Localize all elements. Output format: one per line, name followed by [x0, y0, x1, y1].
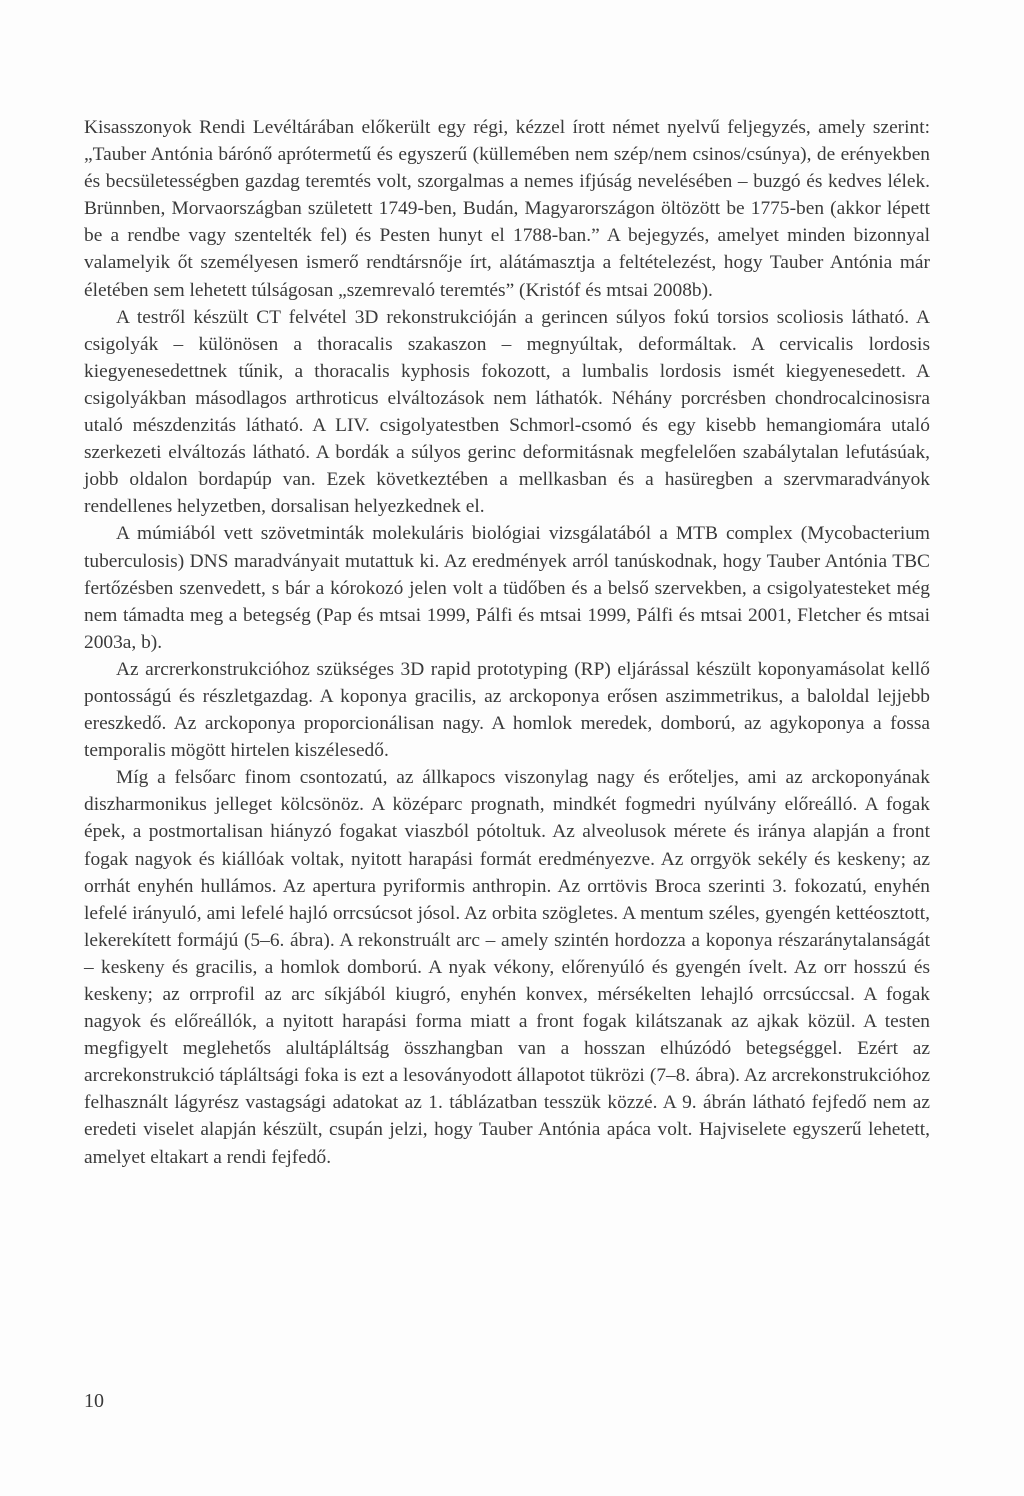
paragraph-3: A múmiából vett szövetminták molekuláris biológiai vizsgálatából a MTB complex (Mycobacterium tuberculosis) DNS maradványait mutattuk ki. Az eredmények arról tanúskodnak, hogy Tauber Antónia TBC fertőzésben szenvedett, s bár a kórokozó jelen volt a tüdőben és a belső szervekben, a csigolyatesteket még nem támadta meg a betegség (Pap és mtsai 1999, Pálfi és mtsai 1999, Pálfi és mtsai 2001, Fletcher és mtsai 2003a, b).: [84, 523, 930, 653]
paragraph-1: Kisasszonyok Rendi Levéltárában előkerült egy régi, kézzel írott német nyelvű feljegyzés, amely szerint: „Tauber Antónia bárónő aprótermetű és egyszerű (küllemében nem szép/nem csinos/csúnya), de erényekben és becsületességben gazdag teremtés volt, szorgalmas a nemes ifjúság nevelésében – buzgó és kedves lélek. Brünnben, Morvaországban született 1749-ben, Budán, Magyarországon öltözött be 1775-ben (akkor lépett be a rendbe vagy szentelték fel) és Pesten hunyt el 1788-ban.” A bejegyzés, amelyet minden bizonnyal valamelyik őt személyesen ismerő rendtársnője írt, alátámasztja a feltételezést, hogy Tauber Antónia már életében sem lehetett túlságosan „szemrevaló teremtés” (Kristóf és mtsai 2008b).: [84, 117, 930, 301]
paragraph-2: A testről készült CT felvétel 3D rekonstrukcióján a gerincen súlyos fokú torsios scoliosis látható. A csigolyák – különösen a thoracalis szakaszon – megnyúltak, deformáltak. A cervicalis lordosis kiegyenesedettnek tűnik, a thoracalis kyphosis fokozott, a lumbalis lordosis ismét kiegyenesedett. A csigolyákban másodlagos arthroticus elváltozások nem láthatók. Néhány porcrésben chondrocalcinosisra utaló mészdenzitás látható. A LIV. csigolyatestben Schmorl-csomó és egy kisebb hemangiomára utaló szerkezeti elváltozás látható. A bordák a súlyos gerinc deformitásnak megfelelően szabálytalan lefutásúak, jobb oldalon bordapúp van. Ezek következtében a mellkasban és a hasüregben a szervmaradványok rendellenes helyzetben, dorsalisan helyezkednek el.: [84, 306, 930, 518]
body-text: [84, 114, 930, 1171]
paragraph-4: Az arcrerkonstrukcióhoz szükséges 3D rapid prototyping (RP) eljárással készült koponyamásolat kellő pontosságú és részletgazdag. A koponya gracilis, az arckoponya erősen aszimmetrikus, a baloldal lejjebb ereszkedő. Az arckoponya proporcionálisan nagy. A homlok meredek, domború, az agykoponya a fossa temporalis mögött hirtelen kiszélesedő.: [84, 658, 930, 762]
paragraph-5: Míg a felsőarc finom csontozatú, az állkapocs viszonylag nagy és erőteljes, ami az arckoponyának diszharmonikus jelleget kölcsönöz. A középarc prognath, mindkét fogmedri nyúlvány előreálló. A fogak épek, a postmortalisan hiányzó fogakat viaszból pótoltuk. Az alveolusok mérete és iránya alapján a front fogak nagyok és kiállóak voltak, nyitott harapási formát eredményezve. Az orrgyök sekély és keskeny; az orrhát enyhén hullámos. Az apertura pyriformis anthropin. Az orrtövis Broca szerinti 3. fokozatú, enyhén lefelé irányuló, ami lefelé hajló orrcsúcsot jósol. Az orbita szögletes. A mentum széles, gyengén kettéosztott, lekerekített formájú (5–6. ábra). A rekonstruált arc – amely szintén hordozza a koponya részaránytalanságát – keskeny és gracilis, a homlok domború. A nyak vékony, előrenyúló és gyengén ívelt. Az orr hosszú és keskeny; az orrprofil az arc síkjából kiugró, enyhén konvex, mérsékelten lehajló orrcsúccsal. A fogak nagyok és előreállók, a nyitott harapási forma miatt a front fogak kilátszanak az ajkak közül. A testen megfigyelt meglehetős alultápláltság összhangban van a hosszan elhúzódó betegséggel. Ezért az arcrekonstrukció tápláltsági foka is ezt a lesoványodott állapotot tükrözi (7–8. ábra). Az arcrekonstrukcióhoz felhasznált lágyrész vastagsági adatokat az 1. táblázatban tesszük közzé. A 9. ábrán látható fejfedő nem az eredeti viselet alapján készült, csupán jelzi, hogy Tauber Antónia apáca volt. Hajviselete egyszerű lehetett, amelyet eltakart a rendi fejfedő.: [84, 767, 930, 1168]
page-number: 10: [84, 1390, 104, 1412]
